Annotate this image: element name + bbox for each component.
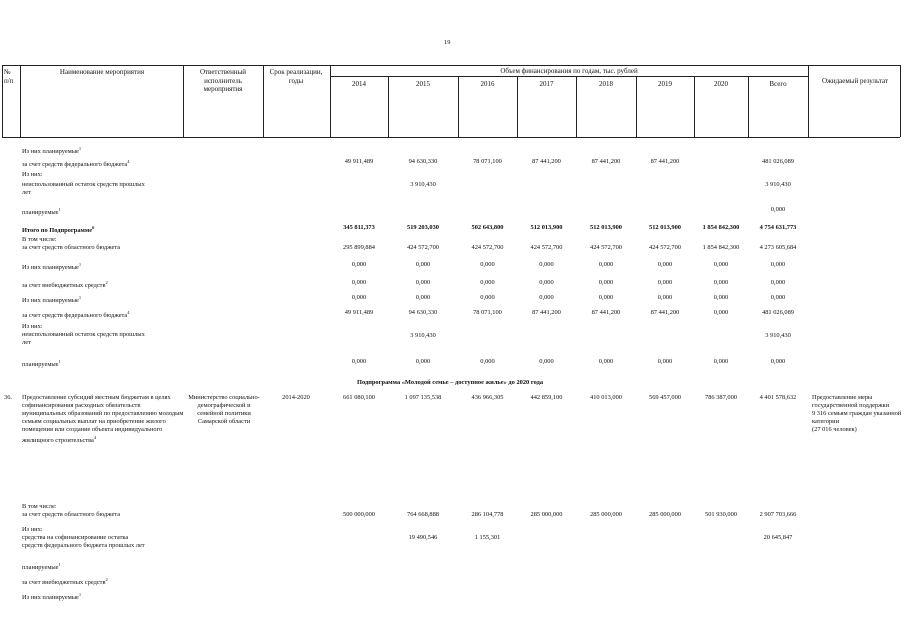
- row-label-footnote: 1: [78, 592, 82, 597]
- row-value: 0,000: [770, 358, 786, 365]
- row-value: 285 000,000: [530, 511, 563, 518]
- row-value: 0,000: [598, 261, 614, 268]
- row-label-text: планируемые: [22, 209, 59, 217]
- row-value: 0,000: [351, 261, 367, 268]
- row-value: 4 401 578,632: [759, 394, 797, 401]
- row-value: 0,000: [415, 358, 431, 365]
- row-value: 0,000: [657, 358, 673, 365]
- row-value: 78 071,100: [473, 309, 502, 316]
- row-value: 0,000: [539, 279, 554, 286]
- row-label: [22, 294, 187, 305]
- row-value: 3 910,430: [410, 332, 436, 339]
- row-label: [22, 206, 187, 217]
- row-value: 502 643,800: [471, 224, 504, 231]
- header-vertical-line: [900, 65, 901, 137]
- row-value: 519 203,030: [407, 224, 439, 231]
- row-value: 436 966,305: [471, 394, 504, 401]
- row-value: 19 490,546: [408, 534, 438, 541]
- row-value: 4 273 605,684: [759, 244, 797, 251]
- row-value: 442 859,100: [530, 394, 563, 401]
- row-label-text: В том числе: за счет средств областного бюджета: [22, 236, 121, 251]
- row-value: 512 013,900: [530, 224, 563, 231]
- row-label: [22, 261, 187, 272]
- row-label: [22, 591, 187, 602]
- row-value: 0,000: [713, 358, 729, 365]
- row-label: [22, 171, 187, 179]
- row-label: [22, 526, 187, 550]
- row-label: [22, 561, 187, 572]
- row-label-footnote: 1: [58, 359, 61, 364]
- row-value: 0,000: [598, 358, 614, 365]
- row-label-text: Из них:: [22, 171, 43, 178]
- row-label: [22, 576, 187, 587]
- row-label: [22, 309, 187, 320]
- row-value: 0,000: [415, 294, 431, 301]
- row-label-footnote: 1: [78, 262, 82, 267]
- row-value: 1 854 842,300: [702, 224, 740, 231]
- row-value: 0,000: [415, 279, 431, 286]
- header-name: Наименование мероприятия: [59, 68, 145, 76]
- header-year: Всего: [769, 80, 787, 88]
- row-value: 94 630,330: [408, 158, 438, 165]
- header-executor: Ответственный исполнитель мероприятия: [199, 68, 247, 93]
- header-year: 2019: [658, 80, 672, 88]
- row-value: 512 013,900: [590, 224, 622, 231]
- row-value: 1 155,301: [474, 534, 501, 541]
- row-label-text: Из них планируемые: [22, 297, 79, 305]
- row-value: 0,000: [480, 279, 495, 286]
- row-value: 78 071,100: [473, 158, 502, 165]
- row-label-text: Из них: неиспользованный остаток средств прошлых лет: [22, 323, 145, 346]
- item-executor: Министерство социально-демографической и семейной политики Самарской области: [188, 394, 260, 425]
- header-year: 2014: [352, 80, 366, 88]
- row-value: 661 080,100: [343, 394, 375, 401]
- row-value: 1 097 135,538: [404, 394, 442, 401]
- item-result: Предоставление меры государственной поддержки 9 316 семьям граждан указанной категории (27 016 человек): [812, 394, 902, 433]
- row-label-text: В том числе: за счет средств областного бюджета: [22, 503, 121, 518]
- row-value: 0,000: [657, 294, 673, 301]
- row-label-footnote: 6: [92, 225, 95, 230]
- row-value: 0,000: [713, 279, 729, 286]
- row-label-footnote: 1: [78, 146, 82, 151]
- row-value: 0,000: [598, 279, 614, 286]
- header-year: 2015: [416, 80, 430, 88]
- header-volume: Объем финансирования по годам, тыс. рублей: [500, 67, 638, 75]
- header-bottom-line: [2, 137, 900, 138]
- row-value: 0,000: [770, 261, 786, 268]
- row-label: [22, 279, 187, 290]
- row-value: 285 000,000: [590, 511, 622, 518]
- item-name: [22, 394, 185, 445]
- header-vertical-line: [330, 65, 331, 137]
- header-vertical-line: [808, 65, 809, 137]
- row-value: 481 026,089: [762, 158, 794, 165]
- subprogram-title: Подпрограмма «Молодой семье – доступное жилье» до 2020 года: [356, 379, 544, 386]
- row-value: 87 441,200: [532, 158, 561, 165]
- row-value: 4 754 631,773: [759, 224, 797, 231]
- row-value: 424 572,700: [471, 244, 504, 251]
- row-value: 0,000: [351, 294, 367, 301]
- row-value: 0,000: [657, 261, 673, 268]
- row-value: 87 441,200: [650, 309, 680, 316]
- row-value: 786 387,000: [705, 394, 737, 401]
- row-label-footnote: 1: [78, 295, 82, 300]
- row-label: [22, 181, 187, 197]
- row-value: 424 572,700: [530, 244, 563, 251]
- row-value: 3 910,430: [765, 181, 791, 188]
- page-number: 19: [444, 39, 451, 46]
- row-label-footnote: 4: [127, 159, 130, 164]
- item-term: 2014-2020: [282, 394, 310, 401]
- row-label-footnote: 4: [127, 310, 130, 315]
- row-value: 3 910,430: [410, 181, 436, 188]
- header-year-line: [330, 76, 808, 77]
- header-year: 2017: [539, 80, 554, 88]
- row-label: [22, 323, 187, 347]
- row-label-footnote: 1: [58, 207, 61, 212]
- row-value: 1 854 842,300: [702, 244, 740, 251]
- row-value: 295 899,884: [343, 244, 375, 251]
- row-value: 481 026,089: [762, 309, 794, 316]
- header-top-line: [2, 65, 900, 66]
- header-year: 2016: [480, 80, 495, 88]
- header-year: 2020: [714, 80, 728, 88]
- row-label-text: Из них планируемые: [22, 264, 79, 272]
- row-value: 20 645,847: [763, 534, 793, 541]
- row-value: 0,000: [480, 294, 495, 301]
- row-value: 0,000: [713, 261, 729, 268]
- row-value: 87 441,200: [591, 309, 621, 316]
- row-value: 49 911,489: [344, 309, 374, 316]
- row-label-text: планируемые: [22, 564, 59, 572]
- header-term: Срок реализации, годы: [269, 68, 323, 85]
- row-label-text: планируемые: [22, 361, 59, 369]
- row-label-text: Из них планируемые: [22, 594, 79, 602]
- row-label: [22, 236, 187, 252]
- row-value: 0,000: [598, 294, 614, 301]
- row-value: 0,000: [480, 358, 495, 365]
- row-value: 500 000,000: [343, 511, 375, 518]
- row-label-text: за счет внебюджетных средств: [22, 579, 106, 587]
- row-value: 94 630,330: [408, 309, 438, 316]
- row-value: 345 811,373: [343, 224, 375, 231]
- row-value: 0,000: [351, 358, 367, 365]
- row-value: 0,000: [657, 279, 673, 286]
- header-num: № п/п: [4, 68, 14, 85]
- row-value: 2 907 703,666: [759, 511, 797, 518]
- row-value: 49 911,489: [344, 158, 374, 165]
- row-label-text: за счет внебюджетных средств: [22, 282, 106, 290]
- row-label-text: за счет средств федерального бюджета: [22, 312, 128, 320]
- row-label-footnote: 2: [105, 577, 108, 582]
- row-value: 0,000: [539, 358, 554, 365]
- row-label: [22, 224, 187, 235]
- row-value: 87 441,200: [650, 158, 680, 165]
- row-value: 0,000: [351, 279, 367, 286]
- row-value: 501 930,000: [705, 511, 737, 518]
- row-label-text: Из них: средства на софинансирование остатка средств федерального бюджета прошлых лет: [22, 526, 145, 549]
- row-label-text: за счет средств федерального бюджета: [22, 161, 128, 169]
- row-label: [22, 158, 187, 169]
- row-value: 285 000,000: [649, 511, 681, 518]
- row-value: 764 668,888: [407, 511, 439, 518]
- row-label-footnote: 1: [58, 562, 61, 567]
- item-number: 36.: [4, 394, 12, 401]
- row-label-text: неиспользованный остаток средств прошлых лет: [22, 181, 145, 196]
- row-value: 424 572,700: [407, 244, 439, 251]
- row-value: 410 013,000: [590, 394, 622, 401]
- row-value: 0,000: [770, 279, 786, 286]
- row-value: 512 013,900: [649, 224, 681, 231]
- row-label-text: Из них планируемые: [22, 148, 79, 156]
- row-value: 0,000: [480, 261, 495, 268]
- row-label-footnote: 2: [105, 280, 108, 285]
- header-year: 2018: [599, 80, 613, 88]
- header-vertical-line: [20, 65, 21, 137]
- row-value: 0,000: [539, 294, 554, 301]
- row-value: 424 572,700: [590, 244, 622, 251]
- row-value: 0,000: [415, 261, 431, 268]
- row-value: 0,000: [770, 294, 786, 301]
- row-label: [22, 145, 187, 156]
- row-value: 569 457,000: [649, 394, 681, 401]
- row-value: 0,000: [539, 261, 554, 268]
- item-name-text: Предоставление субсидий местным бюджетам в целях софинансирования расходных обязательств муниципальных образований по предоставлению молодым семьям социальных выплат на приобретение жилого помещения или создание объекта индивидуального жилищного строительства: [22, 394, 184, 445]
- row-label-text: Итого по Подпрограмме: [22, 227, 93, 235]
- row-value: 3 910,430: [765, 332, 791, 339]
- header-vertical-line: [2, 65, 3, 137]
- row-value: 424 572,700: [649, 244, 681, 251]
- header-result: Ожидаемый результат: [821, 77, 889, 85]
- row-value: 0,000: [713, 294, 729, 301]
- row-label: [22, 503, 187, 519]
- item-name-footnote: 4: [93, 435, 97, 440]
- row-value: 87 441,200: [532, 309, 561, 316]
- row-value: 0,000: [770, 206, 786, 213]
- row-value: 286 104,778: [471, 511, 504, 518]
- row-value: 0,000: [713, 309, 729, 316]
- row-value: 87 441,200: [591, 158, 621, 165]
- row-label: [22, 358, 187, 369]
